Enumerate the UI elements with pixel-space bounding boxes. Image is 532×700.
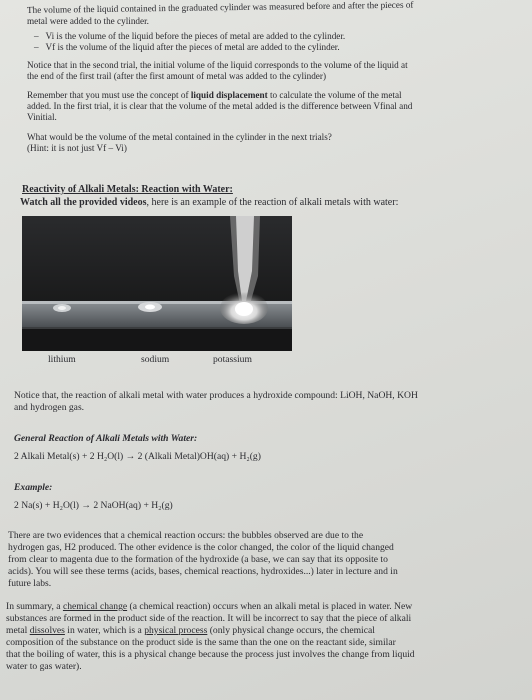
general-reaction-equation: 2 Alkali Metal(s) + 2 H₂O(l) → 2 (Alkali Metal)OH(aq) + H₂(g) xyxy=(14,451,261,462)
example-equation: 2 Na(s) + H₂O(l) → 2 NaOH(aq) + H₂(g) xyxy=(14,500,173,511)
watch-bold: Watch all the provided videos xyxy=(20,197,147,208)
evidence-line-5: future labs. xyxy=(8,578,52,589)
question-line: What would be the volume of the metal contained in the cylinder in the next trials? xyxy=(27,132,332,142)
caption-sodium: sodium xyxy=(141,354,170,365)
caption-lithium: lithium xyxy=(48,354,76,365)
evidence-line-4: acids). You will see these terms (acids, bases, chemical reactions, hydroxides...) later in lecture and in xyxy=(8,566,398,577)
summary-1a: In summary, a xyxy=(6,601,63,612)
summary-3c: (only physical change occurs, the chemical xyxy=(207,625,375,636)
remember-line-3: Vinitial. xyxy=(27,112,57,122)
notice-hydroxide-1: Notice that, the reaction of alkali metal with water produces a hydroxide compound: LiOH, NaOH, KOH xyxy=(14,390,418,401)
summary-chemical-change: chemical change xyxy=(62,601,128,612)
bullet-vi-text: Vi is the volume of the liquid before the pieces of metal are added to the cylinder. xyxy=(45,31,346,41)
summary-line-5: that the boiling of water, this is a physical change because the process just involves the change from liquid xyxy=(6,649,415,660)
evidence-line-3: from clear to magenta due to the formation of the hydroxide (a base, we can say that its opposite to xyxy=(8,554,388,565)
bullet-vf-text: Vf is the volume of the liquid after the pieces of metal are added to the cylinder. xyxy=(45,42,340,52)
intro-line-1: The volume of the liquid contained in the graduated cylinder was measured before and after the pieces of xyxy=(26,0,414,15)
bullet-vi: – Vi is the volume of the liquid before the pieces of metal are added to the cylinder. xyxy=(34,31,346,41)
summary-line-2: substances are formed in the product side of the reaction. It will be incorrect to say that the piece of alkali xyxy=(6,613,412,624)
summary-line-4: composition of the substance on the product side is the same than the one on the reactant side, similar xyxy=(6,637,396,648)
remember-text-b: to calculate the volume of the metal xyxy=(267,90,402,100)
intro-line-2: metal were added to the cylinder. xyxy=(27,16,149,26)
general-reaction-heading: General Reaction of Alkali Metals with Water: xyxy=(14,433,198,444)
example-heading: Example: xyxy=(14,482,53,493)
notice-hydroxide-2: and hydrogen gas. xyxy=(14,402,85,413)
summary-line-1 xyxy=(6,601,412,613)
summary-3a: metal xyxy=(6,625,30,636)
hint-line: (Hint: it is not just Vf – Vi) xyxy=(27,143,127,153)
remember-line-2: added. In the first trial, it is clear that the volume of the metal added is the difference between Vfinal and xyxy=(27,101,413,111)
section-heading: Reactivity of Alkali Metals: Reaction with Water: xyxy=(22,184,233,195)
notice-line-1: Notice that in the second trial, the initial volume of the liquid corresponds to the volume of the liquid at xyxy=(27,60,408,70)
summary-3b: in water, which is a xyxy=(64,625,145,636)
reaction-photo-drawing xyxy=(22,216,292,351)
summary-line-6: water to gas water). xyxy=(6,661,82,672)
remember-text-a: Remember that you must use the concept of xyxy=(27,90,191,100)
summary-line-3 xyxy=(6,625,375,637)
bullet-vf: – Vf is the volume of the liquid after the pieces of metal are added to the cylinder. xyxy=(34,42,340,52)
caption-potassium: potassium xyxy=(213,354,252,365)
watch-rest: , here is an example of the reaction of alkali metals with water: xyxy=(146,197,399,208)
reaction-photo xyxy=(22,216,292,351)
watch-line xyxy=(20,197,398,209)
remember-line-1 xyxy=(27,90,402,101)
notice-line-2: the end of the first trail (after the first amount of metal was added to the cylinder) xyxy=(27,71,326,81)
remember-bold-term: liquid displacement xyxy=(190,90,268,100)
summary-dissolves: dissolves xyxy=(29,625,65,636)
summary-1b: (a chemical reaction) occurs when an alkali metal is placed in water. New xyxy=(127,601,413,612)
evidence-line-2: hydrogen gas, H2 produced. The other evidence is the color changed, the color of the liquid changed xyxy=(8,542,394,553)
summary-physical-process: physical process xyxy=(144,625,208,636)
evidence-line-1: There are two evidences that a chemical reaction occurs: the bubbles observed are due to the xyxy=(8,530,364,541)
